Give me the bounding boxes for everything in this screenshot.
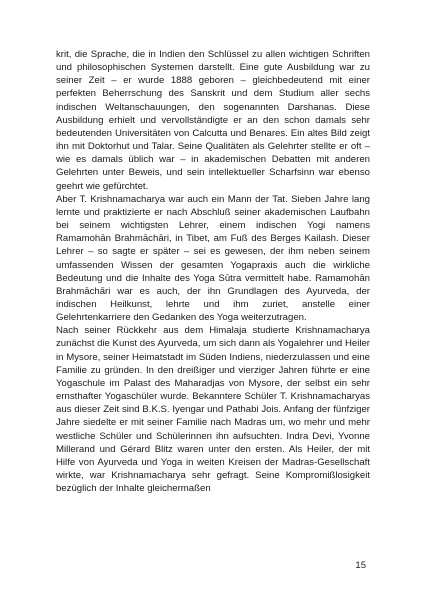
paragraph-3: Nach seiner Rückkehr aus dem Himalaja studierte Krishnamacharya zunächst die Kunst des Ayurveda, um sich dann als Yogalehrer und Heiler in Mysore, seiner Heimatstadt im Süden Indiens, niederzulassen und eine Familie zu gründen. In den dreißiger und vierziger Jahren führte er eine Yogaschule im Palast des Maharadjas von Mysore, der selbst ein sehr ernsthafter Yogaschüler wurde. Bekanntere Schüler T. Krishnamacharyas aus dieser Zeit sind B.K.S. Iyengar und Pathabi Jois. Anfang der fünfziger Jahre siedelte er mit seiner Familie nach Madras um, wo mehr und mehr westliche Schüler und Schülerinnen ihn aufsuchten. Indra Devi, Yvonne Millerand und Gérard Blitz waren unter den ersten. Als Heiler, der mit Hilfe von Ayurveda und Yoga in weiten Kreisen der Madras-Gesellschaft wirkte, war Krishnamacharya sehr gefragt. Seine Kompromißlosigkeit bezüglich der Inhalte gleichermaßen <box>56 325 370 495</box>
page-number: 15 <box>355 560 366 571</box>
paragraph-2: Aber T. Krishnamacharya war auch ein Mann der Tat. Sieben Jahre lang lernte und praktizierte er nach Abschluß seiner akademischen Laufbahn bei seinem wichtigsten Lehrer, einem indischen Yogi namens Ramamohān Brahmāchāri, in Tibet, am Fuß des Berges Kailash. Dieser Lehrer – so sagte er später – sei es gewesen, der ihm neben seinem umfassenden Wissen der gesamten Yogapraxis auch die wirkliche Bedeutung und die Inhalte des Yoga Sūtra vermittelt habe. Ramamohān Brahmāchāri war es auch, der ihn Grundlagen des Ayurveda, der indischen Heilkunst, lehrte und ihm zuriet, anstelle einer Gelehrtenkarriere den Gedanken des Yoga weiterzutragen. <box>56 193 370 324</box>
page-body <box>56 48 370 495</box>
paragraph-1: krit, die Sprache, die in Indien den Schlüssel zu allen wichtigen Schriften und philosophischen Systemen darstellt. Eine gute Ausbildung war zu seiner Zeit – er wurde 1888 geboren – gleichbedeutend mit einer perfekten Beherrschung des Sanskrit und dem Studium aller sechs indischen Weltanschauungen, den sogenannten Darshanas. Diese Ausbildung erhielt und vervollständigte er an den schon damals sehr bedeutenden Universitäten von Calcutta und Benares. Ein altes Bild zeigt ihn mit Doktorhut und Talar. Seine Qualitäten als Gelehrter stellte er oft – wie es damals üblich war – in akademischen Debatten mit anderen Gelehrten unter Beweis, und sein intellektueller Scharfsinn war ebenso geehrt wie gefürchtet. <box>56 49 370 192</box>
